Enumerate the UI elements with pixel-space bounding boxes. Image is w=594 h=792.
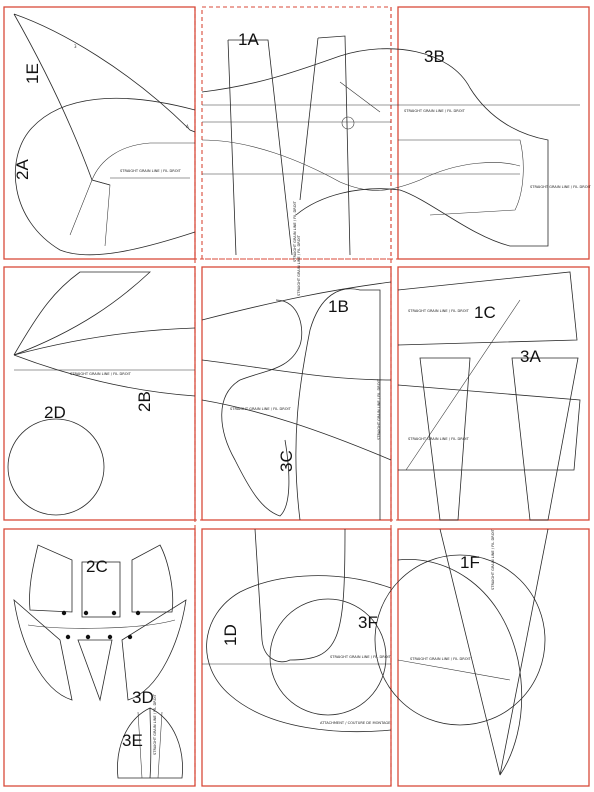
piece-2d-outline — [8, 419, 104, 515]
piece-label-3d: 3D — [132, 688, 154, 707]
svg-text:STRAIGHT GRAIN LINE / FIL DROI: STRAIGHT GRAIN LINE / FIL DROIT — [530, 185, 591, 189]
svg-text:STRAIGHT GRAIN LINE / FIL DROI: STRAIGHT GRAIN LINE / FIL DROIT — [491, 529, 495, 590]
piece-label-2b: 2B — [135, 391, 154, 412]
svg-text:STRAIGHT GRAIN LINE / FIL DROI: STRAIGHT GRAIN LINE / FIL DROIT — [404, 109, 465, 113]
piece-label-3a: 3A — [520, 347, 541, 366]
piece-3b-outline — [202, 49, 548, 246]
svg-text:STRAIGHT GRAIN LINE / FIL DROI: STRAIGHT GRAIN LINE / FIL DROIT — [377, 379, 381, 440]
svg-text:STRAIGHT GRAIN LINE / FIL DROI: STRAIGHT GRAIN LINE / FIL DROIT — [408, 437, 469, 441]
tile-frame — [4, 7, 195, 259]
tile-frames — [4, 7, 589, 786]
svg-text:3: 3 — [74, 44, 77, 49]
tile-frame — [398, 7, 589, 259]
piece-1e-outline — [14, 14, 195, 185]
svg-text:STRAIGHT GRAIN LINE / FIL DROI: STRAIGHT GRAIN LINE / FIL DROIT — [230, 407, 291, 411]
piece-label-1d: 1D — [221, 624, 240, 646]
piece-label-2d: 2D — [44, 403, 66, 422]
piece-label-1a: 1A — [238, 30, 259, 49]
piece-1d-outline — [207, 576, 391, 732]
svg-text:STRAIGHT GRAIN LINE / FIL DROI: STRAIGHT GRAIN LINE / FIL DROIT — [408, 309, 469, 313]
svg-text:STRAIGHT GRAIN LINE / FIL DROI: STRAIGHT GRAIN LINE / FIL DROIT — [153, 694, 157, 755]
svg-text:STRAIGHT GRAIN LINE / FIL DROI: STRAIGHT GRAIN LINE / FIL DROIT — [330, 655, 391, 659]
piece-label-3e: 3E — [122, 731, 143, 750]
piece-label-1f: 1F — [460, 553, 480, 572]
piece-2a-outline — [15, 98, 195, 255]
piece-label-3c: 3C — [277, 450, 296, 472]
piece-label-2a: 2A — [13, 159, 32, 180]
piece-label-3f: 3F — [358, 613, 378, 632]
svg-text:STRAIGHT GRAIN LINE / FIL DROI: STRAIGHT GRAIN LINE / FIL DROIT — [297, 235, 301, 296]
svg-text:STRAIGHT GRAIN LINE / FIL DROI: STRAIGHT GRAIN LINE / FIL DROIT — [293, 201, 297, 262]
svg-text:STRAIGHT GRAIN LINE / FIL DROI: STRAIGHT GRAIN LINE / FIL DROIT — [70, 372, 131, 376]
svg-text:STRAIGHT GRAIN LINE / FIL DROI: STRAIGHT GRAIN LINE / FIL DROIT — [410, 657, 471, 661]
piece-label-3b: 3B — [424, 47, 445, 66]
piece-label-1b: 1B — [328, 297, 349, 316]
piece-2b-outline — [14, 328, 195, 396]
piece-label-1c: 1C — [474, 303, 496, 322]
piece-1f-outline — [375, 555, 545, 725]
piece-label-2c: 2C — [86, 557, 108, 576]
fold-label: ATTACHMENT / COUTURE DE MONTAGE — [320, 721, 391, 725]
piece-1a-outline — [228, 40, 292, 255]
piece-label-1e: 1E — [23, 63, 42, 84]
grainline-label: STRAIGHT GRAIN LINE / FIL DROIT — [120, 169, 181, 173]
svg-text:A: A — [186, 124, 189, 129]
